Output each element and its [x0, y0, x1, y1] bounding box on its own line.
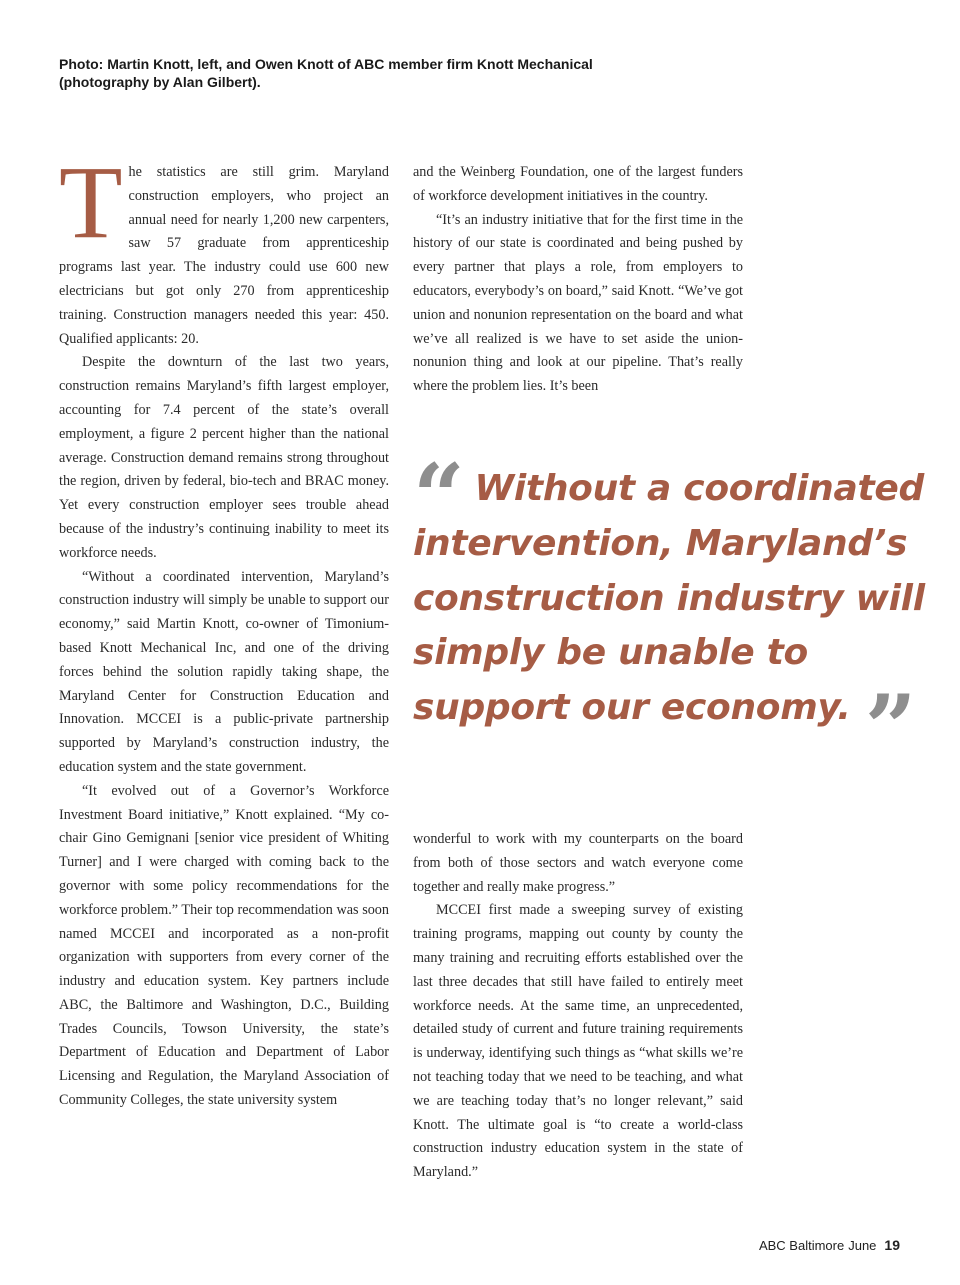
open-quote-icon: “ — [413, 444, 465, 550]
article-column-1 — [59, 145, 389, 1113]
page-footer — [0, 1237, 900, 1253]
article-paragraph: Despite the downturn of the last two years, construction remains Maryland’s fifth largest employer, accounting for 7.4 percent of the state’s overall employment, a figure 2 percent higher than the national average. Construction demand remains strong throughout the region, driven by federal, bio-tech and BRAC money. Yet every construction employer sees trouble ahead because of the industry’s continuing inability to meet its workforce needs. — [59, 354, 389, 561]
issue-month: June — [848, 1238, 877, 1253]
article-paragraph: MCCEI first made a sweeping survey of existing training programs, mapping out county by county the many training and recruiting efforts established over the last three decades that still have failed to entirely meet workforce needs. At the same time, an unprecedented, detailed study of current and future training requirements is underway, identifying such things as “what skills we’re not teaching today that we need to be teaching, and what we are teaching today that’s no longer relevant,” said Knott. The ultimate goal is “to create a world-class construction industry education system in the state of Maryland.” — [413, 902, 743, 1181]
article-paragraph: “It’s an industry initiative that for the first time in the history of our state is coordinated and being pushed by every partner that plays a role, from employers to educators, everybody’s on board,” said Knott. “We’ve got union and nonunion representation on the board and what we’ve all realized is we have to set aside the union-nonunion thing and look at our pipeline. That’s really where the problem lies. It’s been — [413, 211, 743, 395]
pull-quote-text: Without a coordinated intervention, Maryland’s construction industry will simply be unable to support our economy. — [413, 468, 925, 728]
photo-caption-line-2: (photography by Alan Gilbert). — [59, 74, 261, 90]
page-number: 19 — [884, 1237, 900, 1253]
article-paragraph: “Without a coordinated intervention, Maryland’s construction industry will simply be unable to support our economy,” said Martin Knott, co-owner of Timonium-based Knott Mechanical Inc, and one of the driving forces behind the solution rapidly taking shape, the Maryland Center for Construction Education and Innovation. MCCEI is a public-private partnership supported by Maryland’s construction industry, the education system and the state government. — [59, 568, 389, 775]
article-column-2 — [413, 161, 743, 399]
photo-caption — [59, 55, 659, 91]
article-column-3 — [413, 828, 743, 1185]
photo-caption-line-1: Photo: Martin Knott, left, and Owen Knott of ABC member firm Knott Mechanical — [59, 56, 593, 72]
article-paragraph: and the Weinberg Foundation, one of the largest funders of workforce development initiatives in the country. — [413, 164, 743, 204]
article-paragraph: The statistics are still grim. Maryland construction employers, who project an annual need for nearly 1,200 new carpenters, saw 57 graduate from apprenticeship programs last year. The industry could use 600 new electricians but got only 270 from apprenticeship training. Construction managers needed this year: 450. Qualified applicants: 20. — [59, 145, 389, 347]
magazine-name: ABC Baltimore — [758, 1238, 845, 1253]
close-quote-icon: ” — [864, 674, 917, 781]
pull-quote — [413, 444, 933, 781]
article-paragraph: wonderful to work with my counterparts on the board from both of those sectors and watch everyone come together and really make progress.” — [413, 831, 743, 895]
article-paragraph: “It evolved out of a Governor’s Workforce Investment Board initiative,” Knott explained. “My co-chair Gino Gemignani [senior vice president of Whiting Turner] and I were charged with coming back to the governor with some policy recommendations for the workforce problem.” Their top recommendation was soon named MCCEI and incorporated as a non-profit organization with supporters from every corner of the industry and education system. Key partners include ABC, the Baltimore and Washington, D.C., Building Trades Councils, Towson University, the state’s Department of Education and Department of Labor Licensing and Regulation, the Maryland Association of Community Colleges, the state university system — [59, 782, 389, 1109]
drop-cap: T — [59, 145, 123, 260]
